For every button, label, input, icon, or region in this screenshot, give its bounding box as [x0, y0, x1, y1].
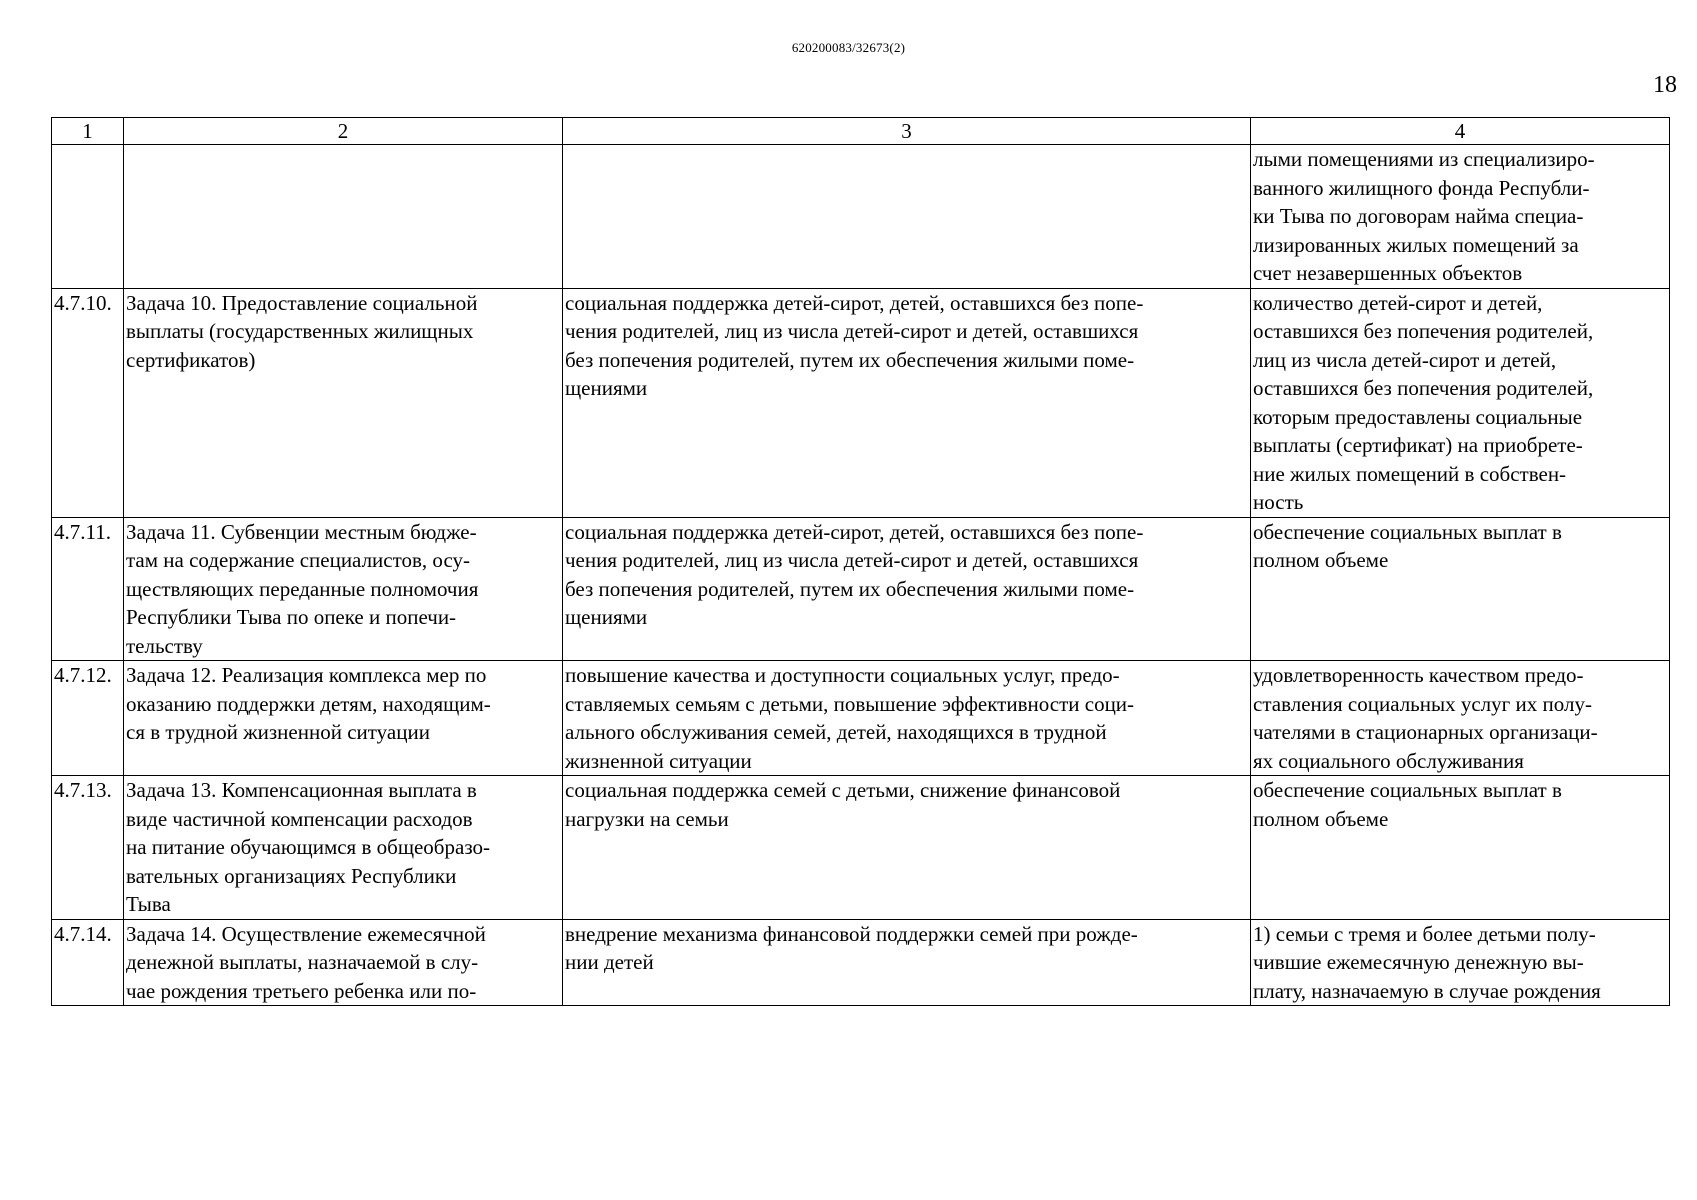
cell-text-line: полном объеме	[1253, 548, 1389, 572]
cell-text-line: лиц из числа детей-сирот и детей,	[1253, 347, 1557, 372]
cell-text-line: ки Тыва по договорам найма специа-	[1253, 204, 1584, 228]
cell-text-line: на питание обучающимся в общеобразо-	[126, 835, 490, 859]
cell-text-line: оставшихся без попечения родителей,	[1253, 376, 1594, 400]
cell-text-line: чае рождения третьего ребенка или по-	[126, 978, 477, 1003]
row-number-cell: 4.7.12.	[52, 661, 124, 776]
cell-text-line: удовлетворенность качеством предо-	[1253, 663, 1584, 687]
cell-text-line: социальная поддержка детей-сирот, детей, оставшихся без попе-	[565, 290, 1144, 315]
cell-text-line: чившие ежемесячную денежную вы-	[1253, 950, 1584, 974]
column-header-2: 2	[124, 118, 563, 145]
column-header-1: 1	[52, 118, 124, 145]
task-cell	[124, 919, 563, 1006]
document-id: 620200083/32673(2)	[791, 40, 906, 55]
column-number-row	[52, 118, 1670, 145]
cell-text-line: полном объеме	[1253, 806, 1389, 831]
cell-text-line: обеспечение социальных выплат в	[1253, 778, 1562, 802]
cell-text-line: счет незавершенных объектов	[1253, 261, 1523, 285]
cell-text-line: оказанию поддержки детям, находящим-	[126, 691, 491, 716]
cell-text-line: ние жилых помещений в собствен-	[1253, 461, 1567, 486]
row-number-cell	[52, 145, 124, 289]
indicator-cell	[1251, 288, 1670, 517]
table-body	[52, 118, 1670, 1006]
result-cell	[563, 661, 1251, 776]
cell-text-line: ществляющих переданные полномочия	[126, 576, 479, 601]
table-row	[52, 288, 1670, 517]
cell-text-line: ванного жилищного фонда Республи-	[1253, 175, 1590, 200]
task-cell	[124, 661, 563, 776]
cell-text-line: щениями	[565, 605, 648, 629]
cell-text-line: без попечения родителей, путем их обеспечения жилыми поме-	[565, 347, 1135, 372]
cell-text-line: внедрение механизма финансовой поддержки семей при рожде-	[565, 921, 1138, 946]
cell-text-line: нагрузки на семьи	[565, 806, 729, 831]
cell-text-line: 1) семьи с тремя и более детьми полу-	[1253, 921, 1596, 946]
page-number: 18	[1653, 72, 1677, 98]
cell-text-line: лизированных жилых помещений за	[1253, 232, 1579, 257]
cell-text-line: количество детей-сирот и детей,	[1253, 290, 1543, 315]
cell-text-line: там на содержание специалистов, осу-	[126, 548, 470, 572]
cell-text-line: ях социального обслуживания	[1253, 748, 1524, 773]
cell-text-line: вательных организациях Республики	[126, 863, 457, 888]
indicator-cell	[1251, 661, 1670, 776]
indicator-cell	[1251, 919, 1670, 1006]
cell-text-line: чателями в стационарных организаци-	[1253, 720, 1598, 744]
cell-text-line: сертификатов)	[126, 347, 256, 372]
indicator-cell	[1251, 145, 1670, 289]
table-row	[52, 517, 1670, 661]
cell-text-line: социальная поддержка семей с детьми, снижение финансовой	[565, 778, 1121, 802]
cell-text-line: чения родителей, лиц из числа детей-сирот и детей, оставшихся	[565, 319, 1139, 343]
table-row	[52, 919, 1670, 1006]
cell-text-line: нии детей	[565, 950, 654, 974]
cell-text-line: обеспечение социальных выплат в	[1253, 519, 1562, 544]
column-header-4: 4	[1251, 118, 1670, 145]
cell-text-line: чения родителей, лиц из числа детей-сирот и детей, оставшихся	[565, 548, 1139, 572]
table-row	[52, 145, 1670, 289]
task-cell	[124, 145, 563, 289]
table-row	[52, 661, 1670, 776]
indicator-cell	[1251, 776, 1670, 920]
cell-text-line: выплаты (государственных жилищных	[126, 319, 474, 343]
cell-text-line: без попечения родителей, путем их обеспечения жилыми поме-	[565, 576, 1135, 601]
cell-text-line: ального обслуживания семей, детей, находящихся в трудной	[565, 720, 1107, 744]
result-cell	[563, 776, 1251, 920]
column-header-3: 3	[563, 118, 1251, 145]
cell-text-line: повышение качества и доступности социальных услуг, предо-	[565, 663, 1120, 687]
result-cell	[563, 145, 1251, 289]
cell-text-line: Задача 11. Субвенции местным бюдже-	[126, 519, 477, 544]
cell-text-line: Задача 13. Компенсационная выплата в	[126, 778, 477, 802]
result-cell	[563, 919, 1251, 1006]
task-cell	[124, 288, 563, 517]
cell-text-line: денежной выплаты, назначаемой в слу-	[126, 950, 479, 974]
result-cell	[563, 288, 1251, 517]
cell-text-line: жизненной ситуации	[565, 748, 752, 773]
cell-text-line: ставления социальных услуг их полу-	[1253, 691, 1592, 716]
task-cell	[124, 776, 563, 920]
cell-text-line: щениями	[565, 376, 648, 400]
row-number-cell: 4.7.13.	[52, 776, 124, 920]
cell-text-line: виде частичной компенсации расходов	[126, 806, 473, 831]
program-table	[51, 117, 1670, 1006]
cell-text-line: плату, назначаемую в случае рождения	[1253, 978, 1601, 1003]
cell-text-line: выплаты (сертификат) на приобрете-	[1253, 433, 1583, 457]
cell-text-line: которым предоставлены социальные	[1253, 404, 1583, 429]
cell-text-line: Республики Тыва по опеке и попечи-	[126, 605, 457, 629]
row-number-cell: 4.7.10.	[52, 288, 124, 517]
cell-text-line: тельству	[126, 633, 203, 658]
cell-text-line: социальная поддержка детей-сирот, детей, оставшихся без попе-	[565, 519, 1144, 544]
row-number-cell: 4.7.11.	[52, 517, 124, 661]
cell-text-line: ся в трудной жизненной ситуации	[126, 720, 430, 744]
cell-text-line: Тыва	[126, 892, 171, 916]
task-cell	[124, 517, 563, 661]
row-number-cell: 4.7.14.	[52, 919, 124, 1006]
table-row	[52, 776, 1670, 920]
indicator-cell	[1251, 517, 1670, 661]
result-cell	[563, 517, 1251, 661]
cell-text-line: Задача 10. Предоставление социальной	[126, 290, 478, 315]
cell-text-line: лыми помещениями из специализиро-	[1253, 147, 1595, 171]
cell-text-line: Задача 12. Реализация комплекса мер по	[126, 663, 487, 687]
cell-text-line: ставляемых семьям с детьми, повышение эффективности соци-	[565, 691, 1135, 716]
cell-text-line: ность	[1253, 490, 1304, 514]
cell-text-line: оставшихся без попечения родителей,	[1253, 319, 1594, 343]
cell-text-line: Задача 14. Осуществление ежемесячной	[126, 921, 486, 946]
